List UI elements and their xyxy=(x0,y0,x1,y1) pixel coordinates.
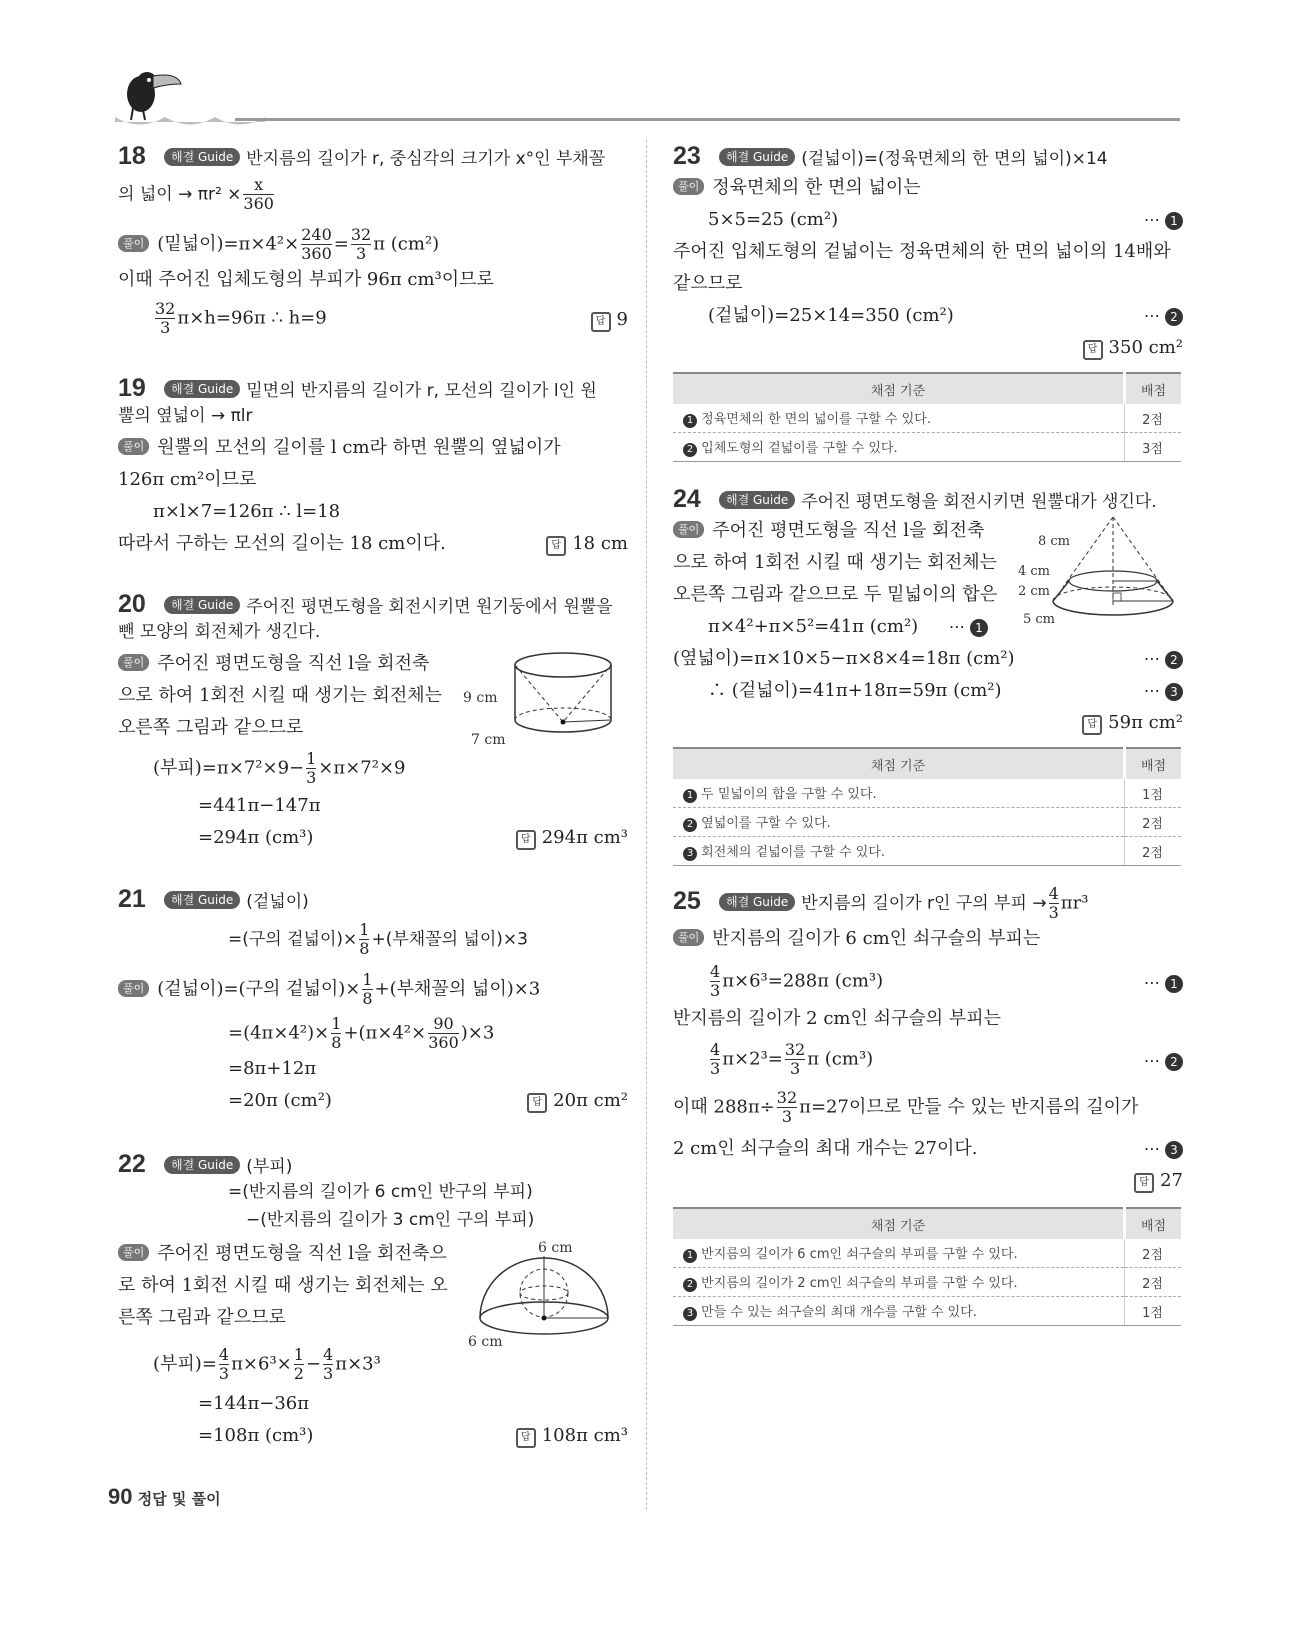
problem-number: 25 xyxy=(673,886,701,915)
text-line: 반지름의 길이가 2 cm인 쇠구슬의 부피는 xyxy=(673,1008,1002,1029)
equation: (부피)= xyxy=(153,1353,217,1375)
guide-text: (겉넓이) xyxy=(246,892,309,912)
fraction: $\frac{32}{3}$ xyxy=(776,1088,798,1126)
cylinder-figure xyxy=(463,650,628,750)
guide-text: 반지름의 길이가 r, 중심각의 크기가 x°인 부채꼴 xyxy=(246,149,606,169)
table-row: 2 입체도형의 겉넓이를 구할 수 있다. 3점 xyxy=(673,433,1181,462)
step-mark: ⋯ 3 xyxy=(1144,681,1183,701)
equation: =20π (cm²) xyxy=(228,1090,332,1111)
guide-text: (겉넓이)=(정육면체의 한 면의 넓이)×14 xyxy=(801,149,1108,169)
guide-text: =(반지름의 길이가 6 cm인 반구의 부피) xyxy=(228,1182,533,1202)
text-line: 주어진 평면도형을 직선 l을 회전축 xyxy=(157,653,430,674)
fraction: $\frac{4}{3}$ xyxy=(323,1345,334,1383)
problem-number: 21 xyxy=(118,885,146,913)
toucan-icon xyxy=(127,72,181,120)
answer: 답 20π cm² xyxy=(527,1087,628,1115)
footer-label: 정답 및 풀이 xyxy=(137,1490,221,1508)
table-row: 1 두 밑넓이의 합을 구할 수 있다. 1점 xyxy=(673,779,1181,808)
text-line: 오른쪽 그림과 같으므로 xyxy=(118,717,304,738)
guide-text: 반지름의 길이가 r인 구의 부피 → xyxy=(801,893,1047,914)
text-line: 2 cm인 쇠구슬의 최대 개수는 27이다. xyxy=(673,1138,978,1159)
slant-label: 8 cm xyxy=(1038,534,1071,549)
table-row: 2 반지름의 길이가 2 cm인 쇠구슬의 부피를 구할 수 있다. 2점 xyxy=(673,1268,1181,1297)
rubric-header: 채점 기준 xyxy=(673,1208,1125,1239)
scoring-table xyxy=(673,747,1181,866)
problem-number: 20 xyxy=(118,590,146,618)
problem-number: 22 xyxy=(118,1150,146,1178)
bottom-radius-label: 5 cm xyxy=(1023,612,1056,627)
text-line: 주어진 평면도형을 직선 l을 회전축 xyxy=(712,520,985,541)
fraction: $\frac{32}{3}$ xyxy=(350,225,372,263)
radius-label: 7 cm xyxy=(471,732,506,748)
fraction: $\frac{1}{8}$ xyxy=(359,920,370,958)
answer: 답 27 xyxy=(1134,1167,1183,1195)
step-mark: ⋯ 2 xyxy=(1144,306,1183,326)
solution-badge: 풀이 xyxy=(118,1244,149,1261)
fraction: $\frac{1}{3}$ xyxy=(306,749,317,787)
step-mark: ⋯ 1 xyxy=(1144,210,1183,230)
header-decoration xyxy=(115,62,1185,132)
top-radius-label: 4 cm xyxy=(1018,564,1051,579)
rubric-header: 채점 기준 xyxy=(673,748,1125,779)
step-mark: ⋯ 2 xyxy=(1144,1051,1183,1071)
answer-icon: 답 xyxy=(516,830,536,850)
guide-badge: 해결 Guide xyxy=(719,491,795,509)
fraction: $\frac{x}{360}$ xyxy=(243,175,274,213)
equation: ∴ (겉넓이)=41π+18π=59π (cm²) xyxy=(708,680,1002,701)
fraction: $\frac{4}{3}$ xyxy=(710,962,721,1000)
equation: π×h=96π ∴ h=9 xyxy=(177,307,327,329)
guide-badge: 해결 Guide xyxy=(164,891,240,909)
problem-number: 18 xyxy=(118,142,146,170)
answer: 답 18 cm xyxy=(546,530,628,558)
guide-text: (부피) xyxy=(246,1157,293,1177)
problem-number: 23 xyxy=(673,142,701,170)
fraction: $\frac{4}{3}$ xyxy=(218,1345,230,1383)
table-row: 3 만들 수 있는 쇠구슬의 최대 개수를 구할 수 있다. 1점 xyxy=(673,1297,1181,1326)
answer: 답 350 cm² xyxy=(1083,334,1183,362)
guide-text: 주어진 평면도형을 회전시키면 원뿔대가 생긴다. xyxy=(801,492,1157,512)
text-line: 따라서 구하는 모선의 길이는 18 cm이다. xyxy=(118,533,446,554)
solution-badge: 풀이 xyxy=(673,521,704,538)
table-row: 3 회전체의 겉넓이를 구할 수 있다. 2점 xyxy=(673,837,1181,866)
answer-icon: 답 xyxy=(1082,715,1102,735)
text-line: 같으므로 xyxy=(673,273,743,294)
step-mark: ⋯ 1 xyxy=(949,617,988,637)
guide-text: =(구의 겉넓이)× xyxy=(228,929,358,950)
solution-badge: 풀이 xyxy=(118,438,149,455)
text-line: 주어진 평면도형을 직선 l을 회전축으 xyxy=(157,1243,447,1264)
answer-icon: 답 xyxy=(1083,340,1103,360)
fraction: $\frac{32}{3}$ xyxy=(784,1040,806,1078)
answer-icon: 답 xyxy=(591,312,611,332)
page-number: 90 xyxy=(108,1484,133,1509)
answer: 답 59π cm² xyxy=(1082,709,1183,737)
text-line: 126π cm²이므로 xyxy=(118,469,257,490)
column-divider xyxy=(646,140,647,1510)
guide-badge: 해결 Guide xyxy=(719,893,795,911)
answer-icon: 답 xyxy=(527,1093,547,1113)
text-line: 오른쪽 그림과 같으므로 두 밑넓이의 합은 xyxy=(673,584,998,605)
points-header: 배점 xyxy=(1125,748,1182,779)
fraction: $\frac{32}{3}$ xyxy=(155,299,176,337)
text-line: 이때 주어진 입체도형의 부피가 96π cm³이므로 xyxy=(118,269,494,290)
header-rule xyxy=(235,118,1180,121)
frustum-figure xyxy=(1018,515,1183,630)
radius-label-top: 6 cm xyxy=(538,1240,573,1256)
step-mark: ⋯ 2 xyxy=(1144,649,1183,669)
guide-text: 의 넓이 → πr² × xyxy=(118,184,242,205)
solution-badge: 풀이 xyxy=(118,980,149,997)
guide-text: 뺀 모양의 회전체가 생긴다. xyxy=(118,622,321,642)
equation: (옆넓이)=π×10×5−π×8×4=18π (cm²) xyxy=(673,648,1015,669)
height-label: 9 cm xyxy=(463,690,498,706)
fraction: $\frac{90}{360}$ xyxy=(428,1014,459,1052)
guide-badge: 해결 Guide xyxy=(164,1156,240,1174)
equation: =8π+12π xyxy=(228,1058,317,1079)
text-line: 원뿔의 모선의 길이를 l cm라 하면 원뿔의 옆넓이가 xyxy=(157,437,561,458)
fraction: $\frac{4}{3}$ xyxy=(710,1040,721,1078)
equation: =108π (cm³) xyxy=(198,1425,314,1446)
text-line: 주어진 입체도형의 겉넓이는 정육면체의 한 면의 넓이의 14배와 xyxy=(673,241,1171,262)
guide-text: 밑면의 반지름의 길이가 r, 모선의 길이가 l인 원 xyxy=(246,381,597,401)
table-row: 1 반지름의 길이가 6 cm인 쇠구슬의 부피를 구할 수 있다. 2점 xyxy=(673,1239,1181,1268)
answer: 답 9 xyxy=(591,306,628,334)
equation: π×2³= xyxy=(722,1048,783,1070)
problem-number: 19 xyxy=(118,374,146,402)
equation: 5×5=25 (cm²) xyxy=(708,209,839,230)
table-row: 1 정육면체의 한 면의 넓이를 구할 수 있다. 2점 xyxy=(673,404,1181,433)
equation: π×l×7=126π ∴ l=18 xyxy=(153,501,341,522)
scoring-table xyxy=(673,372,1181,462)
text-line: 이때 288π÷ xyxy=(673,1096,775,1118)
equation: =(4π×4²)× xyxy=(228,1022,330,1044)
guide-text: 주어진 평면도형을 회전시키면 원기둥에서 원뿔을 xyxy=(246,597,613,617)
points-header: 배점 xyxy=(1125,1208,1182,1239)
equation: (겉넓이)=(구의 겉넓이)× xyxy=(157,978,361,1000)
fraction: $\frac{1}{8}$ xyxy=(331,1014,342,1052)
fraction: $\frac{1}{8}$ xyxy=(362,970,373,1008)
fraction: $\frac{4}{3}$ xyxy=(1048,884,1059,922)
fraction: $\frac{1}{2}$ xyxy=(293,1345,304,1383)
scoring-table xyxy=(673,1207,1181,1326)
guide-badge: 해결 Guide xyxy=(164,380,240,398)
problem-number: 24 xyxy=(673,485,701,513)
answer-icon: 답 xyxy=(516,1428,536,1448)
solution-badge: 풀이 xyxy=(673,178,704,195)
text-line: 로 하여 1회전 시킬 때 생기는 회전체는 오 xyxy=(118,1275,448,1296)
guide-badge: 해결 Guide xyxy=(164,148,240,166)
equation: =441π−147π xyxy=(198,795,321,816)
equation: (겉넓이)=25×14=350 (cm²) xyxy=(708,305,954,326)
solution-badge: 풀이 xyxy=(118,235,149,252)
points-header: 배점 xyxy=(1125,373,1182,404)
solution-badge: 풀이 xyxy=(118,654,149,671)
equation: π×6³=288π (cm³) xyxy=(722,970,884,992)
step-mark: ⋯ 3 xyxy=(1144,1139,1183,1159)
text-line: 른쪽 그림과 같으므로 xyxy=(118,1307,286,1328)
text-line: 으로 하여 1회전 시킬 때 생기는 회전체는 xyxy=(118,685,442,706)
answer: 답 294π cm³ xyxy=(516,824,628,852)
equation: =144π−36π xyxy=(198,1393,310,1414)
answer-icon: 답 xyxy=(1134,1173,1154,1193)
radius-label-bottom: 6 cm xyxy=(468,1334,503,1348)
step-mark: ⋯ 1 xyxy=(1144,973,1183,993)
equation: (부피)=π×7²×9− xyxy=(153,757,305,779)
answer-icon: 답 xyxy=(546,536,566,556)
text-line: 정육면체의 한 면의 넓이는 xyxy=(712,177,921,198)
table-row: 2 옆넓이를 구할 수 있다. 2점 xyxy=(673,808,1181,837)
equation: =294π (cm³) xyxy=(198,827,314,848)
text-line: 반지름의 길이가 6 cm인 쇠구슬의 부피는 xyxy=(712,928,1041,949)
guide-text: 뿔의 옆넓이 → πlr xyxy=(118,406,253,426)
guide-badge: 해결 Guide xyxy=(164,596,240,614)
guide-badge: 해결 Guide xyxy=(719,148,795,166)
page-footer xyxy=(108,1484,221,1510)
text-line: 으로 하여 1회전 시킬 때 생기는 회전체는 xyxy=(673,552,997,573)
answer: 답 108π cm³ xyxy=(516,1422,628,1450)
height-label: 2 cm xyxy=(1018,584,1051,599)
equation: π×4²+π×5²=41π (cm²) xyxy=(708,616,919,637)
guide-text: −(반지름의 길이가 3 cm인 구의 부피) xyxy=(246,1210,535,1230)
fraction: $\frac{240}{360}$ xyxy=(301,225,332,263)
rubric-header: 채점 기준 xyxy=(673,373,1125,404)
equation: (밑넓이)=π×4²× xyxy=(157,233,300,255)
solution-badge: 풀이 xyxy=(673,929,704,946)
hemisphere-figure xyxy=(468,1238,628,1348)
